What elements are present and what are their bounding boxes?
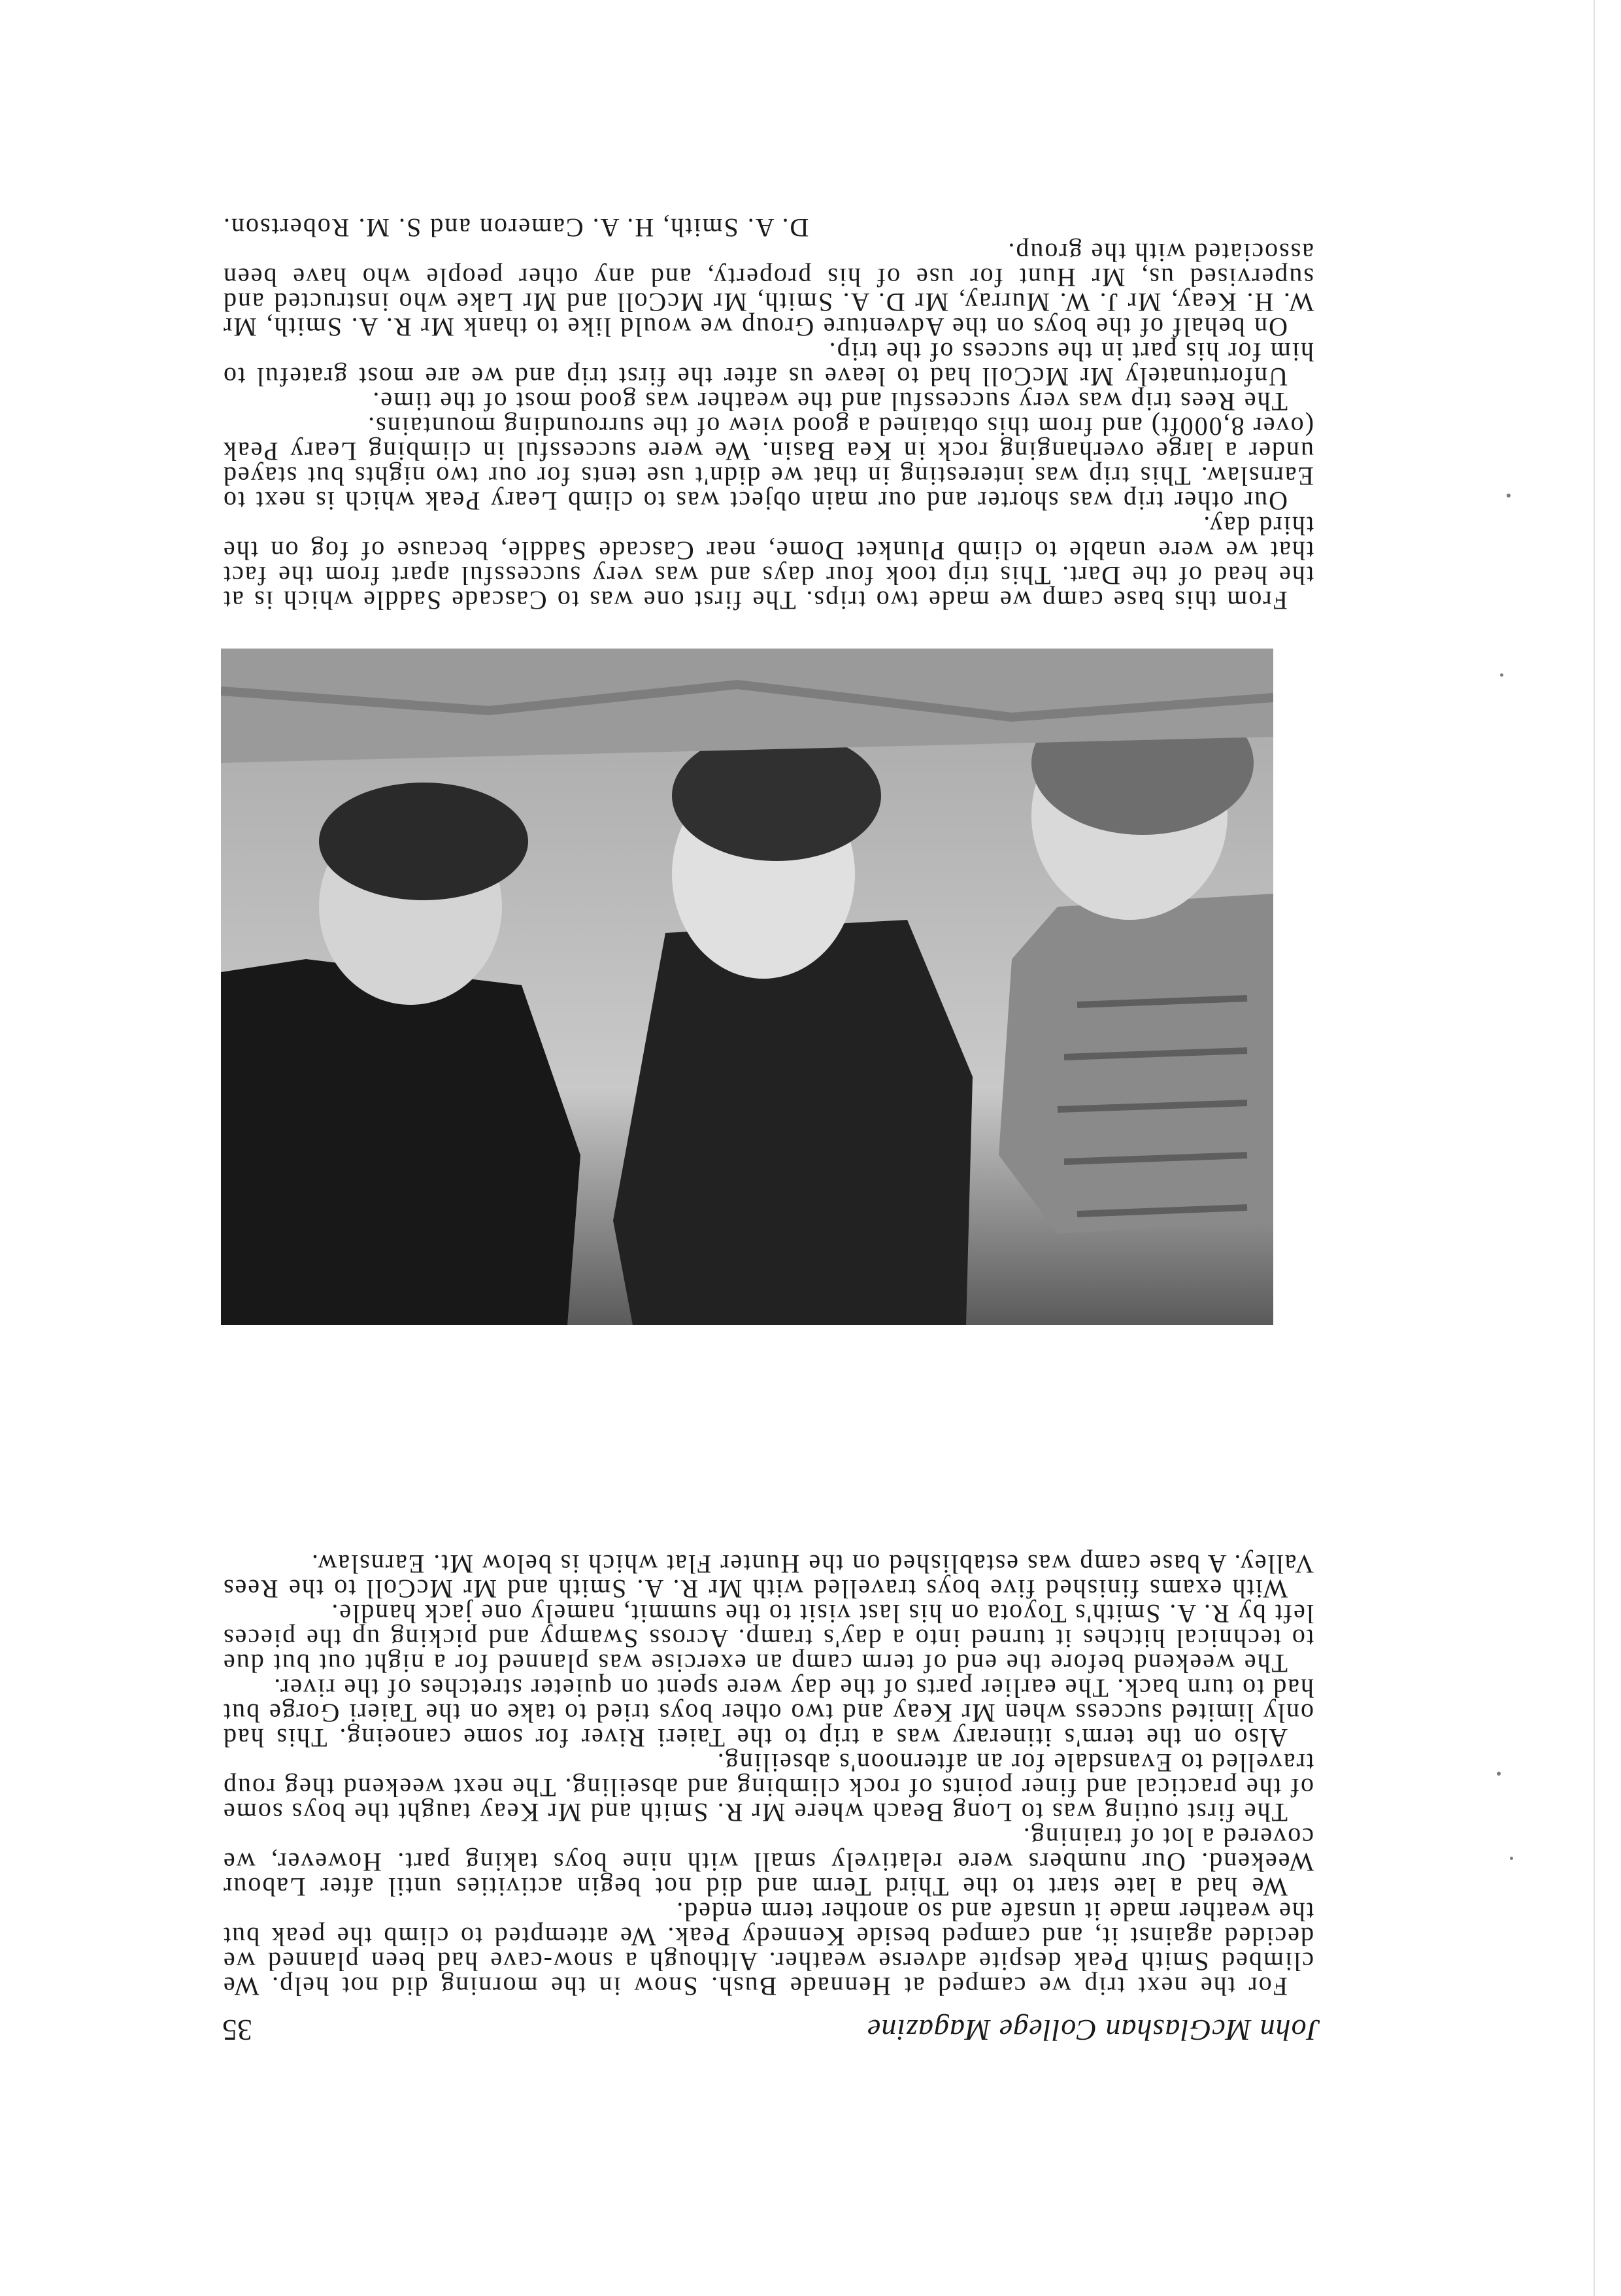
paragraph: The Rees trip was very successful and the weather was good most of the time. bbox=[371, 387, 1288, 416]
page-header bbox=[222, 2008, 1320, 2048]
scan-speck bbox=[1507, 494, 1511, 498]
paragraph: Unfortunately Mr McColl had to leave us after the first trip and we are most grateful to him for his part in the success of the trip. bbox=[222, 337, 1314, 392]
three-boys-photo-illustration bbox=[221, 649, 1273, 1325]
article-text-top bbox=[222, 1551, 1314, 1999]
group-photo bbox=[221, 649, 1273, 1325]
paragraph: The first outing was to Long Beach where Mr R. Smith and Mr Keay taught the boys some of the practical and finer points of rock climbing and abseiling. The next weekend theg roup travelled to Evansdale for an afternoon's abseiling. bbox=[222, 1748, 1314, 1827]
paragraph: From this base camp we made two trips. The first one was to Cascade Saddle which is at the head of the Dart. This trip took four days and was very successful apart from the fact that we were unable to climb Plunket Dome, near Cascade Saddle, because of fog on the third day. bbox=[222, 511, 1314, 615]
article-text-bottom bbox=[222, 215, 1314, 613]
paragraph: With exams finished five boys travelled with Mr R. A. Smith and Mr McColl to the Rees Valley. A base camp was established on the Hunter Flat which is below Mt. Earnslaw. bbox=[222, 1549, 1314, 1604]
author-signature: D. A. Smith, H. A. Cameron and S. M. Robertson. bbox=[222, 213, 809, 243]
paragraph: The weekend before the end of term camp an exercise was planned for a night out but due to technical hitches it turned into a day's tramp. Across Swampy and picking up the pieces left by R. A. Smith's Toyota on his last visit to the summit, namely one jack handle. bbox=[222, 1599, 1314, 1678]
page-number: 35 bbox=[222, 2014, 252, 2047]
paragraph: We had a late start to the Third Term and did not begin activities until after Labour Weekend. Our numbers were relatively small with nine boys taking part. However, we covered a lot of training. bbox=[222, 1823, 1314, 1902]
paragraph: Also on the term's itinerary was a trip to the Taieri River for some canoeing. This had only limited success when Mr Keay and two other boys tried to take on the Taieri Gorge but had to turn back. The earlier parts of the day were spent on quieter stretches of the river. bbox=[222, 1674, 1314, 1753]
paragraph: For the next trip we camped at Hennade Bush. Snow in the morning did not help. We climbed Smith Peak despite adverse weather. Although a snow-cave had been planned we decided against it, and camped beside Kennedy Peak. We attempted to climb the peak but the weather made it unsafe and so another term ended. bbox=[222, 1897, 1314, 2001]
magazine-title: John McGlashan College Magazine bbox=[866, 2014, 1320, 2047]
scan-speck bbox=[1500, 673, 1503, 677]
scan-speck bbox=[1510, 1857, 1513, 1860]
scan-speck bbox=[1497, 1772, 1501, 1776]
scan-edge-line bbox=[1594, 0, 1595, 2296]
paragraph: Our other trip was shorter and our main object was to climb Leary Peak which is next to Earnslaw. This trip was interesting in that we didn't use tents for our two nights but stayed under a large overhanging rock in Kea Basin. We were successful in climbing Leary Peak (over 8,000ft) and from this obtained a good view of the surrounding mountains. bbox=[222, 412, 1314, 516]
paragraph: On behalf of the boys on the Adventure Group we would like to thank Mr R. A. Smith, Mr W. H. Keay, Mr J. W. Murray, Mr D. A. Smith, Mr McColl and Mr Lake who instructed and supervised us, Mr Hunt for use of his property, and any other people who have been associated with the group. bbox=[222, 238, 1314, 342]
